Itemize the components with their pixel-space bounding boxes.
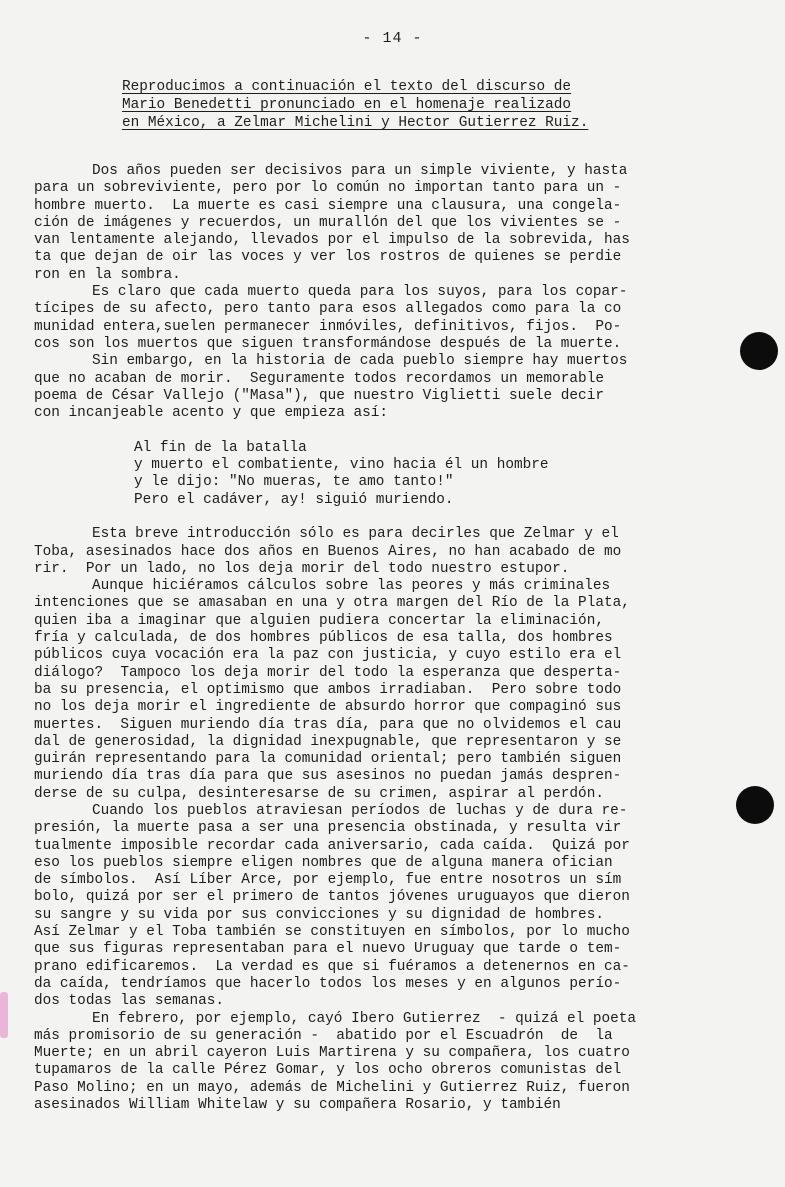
text-line: intenciones que se amasaban en una y otra margen del Río de la Plata, [34, 595, 630, 612]
text-line: Paso Molino; en un mayo, además de Michelini y Gutierrez Ruiz, fueron [34, 1079, 630, 1096]
text-line: dal de generosidad, la dignidad inexpugnable, que representaron y se [34, 733, 622, 750]
text-line: ta que dejan de oir las voces y ver los rostros de quienes se perdie [34, 249, 622, 266]
text-line: Aunque hiciéramos cálculos sobre las peores y más criminales [92, 578, 611, 595]
text-line: que no acaban de morir. Seguramente todos recordamos un memorable [34, 370, 604, 387]
text-line: públicos cuya vocación era la paz con justicia, y cuyo estilo era el [34, 647, 622, 664]
text-line: no los deja morir el ingrediente de absurdo horror que compaginó sus [34, 699, 622, 716]
intro-line: Mario Benedetti pronunciado en el homenaje realizado [122, 97, 572, 113]
text-line: da caída, tendríamos que hacerlo todos los meses y en algunos perío- [34, 975, 622, 992]
text-line: Sin embargo, en la historia de cada pueblo siempre hay muertos [92, 353, 628, 370]
verse-line: y muerto el combatiente, vino hacia él un hombre [134, 457, 549, 474]
text-line: cos son los muertos que siguen transformándose después de la muerte. [34, 335, 622, 352]
text-line: Toba, asesinados hace dos años en Buenos Aires, no han acabado de mo [34, 543, 622, 560]
text-line: para un sobreviviente, pero por lo común no importan tanto para un - [34, 180, 622, 197]
text-line: Dos años pueden ser decisivos para un simple viviente, y hasta [92, 163, 628, 179]
text-line: dos todas las semanas. [34, 993, 224, 1010]
text-line: su sangre y su vida por sus convicciones y su dignidad de hombres. [34, 906, 604, 923]
text-line: presión, la muerte pasa a ser una presencia obstinada, y resulta vir [34, 820, 622, 837]
text-line: tícipes de su afecto, pero tanto para esos allegados como para la co [34, 301, 622, 318]
text-line: que sus figuras representaban para el nuevo Uruguay que tarde o tem- [34, 941, 622, 958]
binder-hole-bottom [736, 786, 774, 824]
binder-hole-top [740, 332, 778, 370]
text-line: Es claro que cada muerto queda para los suyos, para los copar- [92, 284, 628, 301]
text-line: diálogo? Tampoco los deja morir del todo la esperanza que desperta- [34, 664, 622, 681]
pink-ink-mark [0, 992, 8, 1038]
text-line: eso los pueblos siempre eligen nombres que de alguna manera ofician [34, 854, 613, 871]
blank-line [34, 509, 746, 526]
intro-line: Reproducimos a continuación el texto del discurso de [122, 79, 572, 95]
text-line: prano edificaremos. La verdad es que si fuéramos a detenernos en ca- [34, 958, 630, 975]
text-line: fría y calculada, de dos hombres públicos de esa talla, dos hombres [34, 630, 613, 647]
text-line: tupamaros de la calle Pérez Gomar, y los ocho obreros comunistas del [34, 1062, 622, 1079]
text-line: tualmente imposible recordar cada aniversario, cada caída. Quizá por [34, 837, 630, 854]
text-line: Así Zelmar y el Toba también se constituyen en símbolos, por lo mucho [34, 924, 630, 941]
text-line: más promisorio de su generación - abatido por el Escuadrón de la [34, 1027, 613, 1044]
text-line: Muerte; en un abril cayeron Luis Martirena y su compañera, los cuatro [34, 1045, 630, 1062]
text-line: Esta breve introducción sólo es para decirles que Zelmar y el [92, 526, 619, 543]
verse-line: Al fin de la batalla [134, 439, 307, 456]
text-line: rir. Por un lado, no los deja morir del todo nuestro estupor. [34, 560, 570, 577]
text-line: derse de su culpa, desinteresarse de su crimen, aspirar al perdón. [34, 785, 604, 802]
blank-line [34, 422, 746, 439]
text-line: En febrero, por ejemplo, cayó Ibero Gutierrez - quizá el poeta [92, 1010, 637, 1027]
text-line: ron en la sombra. [34, 266, 181, 283]
intro-line: en México, a Zelmar Michelini y Hector Gutierrez Ruiz. [122, 115, 589, 131]
text-line: de símbolos. Así Líber Arce, por ejemplo, fue entre nosotros un sím [34, 872, 622, 889]
text-line: con incanjeable acento y que empieza así: [34, 405, 389, 422]
text-line: Cuando los pueblos atraviesan períodos de luchas y de dura re- [92, 802, 628, 819]
text-line: bolo, quizá por ser el primero de tantos jóvenes uruguayos que dieron [34, 889, 630, 906]
text-line: munidad entera,suelen permanecer inmóviles, definitivos, fijos. Po- [34, 318, 622, 335]
page-number: - 14 - [362, 30, 423, 47]
text-line: muertes. Siguen muriendo día tras día, para que no olvidemos el cau [34, 716, 622, 733]
text-line: poema de César Vallejo ("Masa"), que nuestro Viglietti suele decir [34, 387, 604, 404]
text-line: ba su presencia, el optimismo que ambos irradiaban. Pero sobre todo [34, 681, 622, 698]
intro-note [122, 78, 662, 132]
text-line: muriendo día tras día para que sus asesinos no puedan jamás despren- [34, 768, 622, 785]
verse-line: y le dijo: "No mueras, te amo tanto!" [134, 474, 454, 491]
text-line: ción de imágenes y recuerdos, un murallón del que los vivientes se - [34, 214, 622, 231]
text-line: guirán representando para la comunidad oriental; pero también siguen [34, 751, 622, 768]
text-line: hombre muerto. La muerte es casi siempre una clausura, una congela- [34, 197, 622, 214]
text-line: asesinados William Whitelaw y su compañera Rosario, y también [34, 1097, 561, 1114]
text-line: van lentamente alejando, llevados por el impulso de la sobrevida, has [34, 232, 630, 249]
verse-line: Pero el cadáver, ay! siguió muriendo. [134, 491, 454, 508]
speech-text [34, 163, 746, 1114]
text-line: quien iba a imaginar que alguien pudiera concertar la eliminación, [34, 612, 604, 629]
